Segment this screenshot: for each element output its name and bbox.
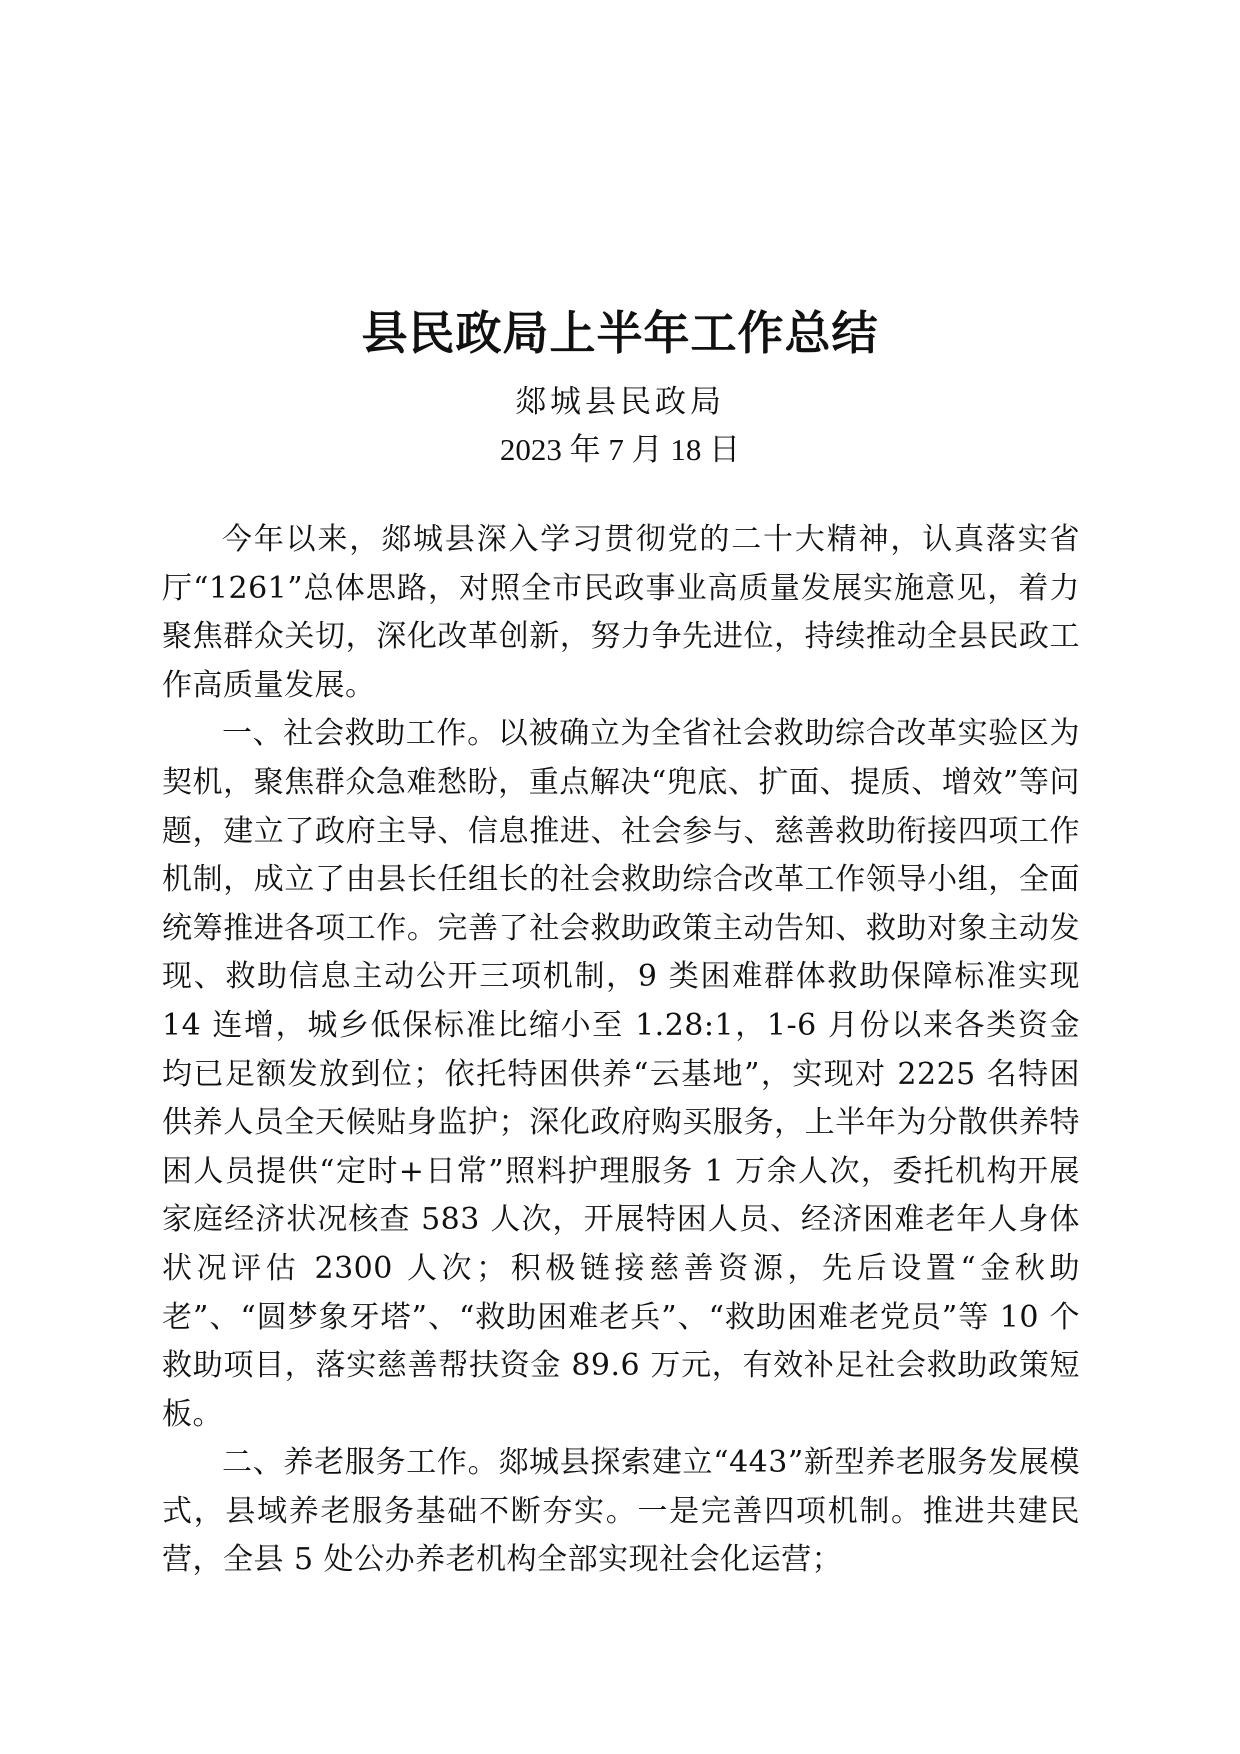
document-date: 2023 年 7 月 18 日: [499, 432, 741, 467]
document-author: 郯城县民政局: [515, 384, 725, 420]
paragraph-social-assistance: 一、社会救助工作。以被确立为全省社会救助综合改革实验区为契机，聚焦群众急难愁盼，重点解决“兜底、扩面、提质、增效”等问题，建立了政府主导、信息推进、社会参与、慈善救助衔接四项工作机制，成立了由县长任组长的社会救助综合改革工作领导小组，全面统筹推进各项工作。完善了社会救助政策主动告知、救助对象主动发现、救助信息主动公开三项机制，9 类困难群体救助保障标准实现 14 连增，城乡低保标准比缩小至 1.28:1，1-6 月份以来各类资金均已足额发放到位；依托特困供养“云基地”，实现对 2225 名特困供养人员全天候贴身监护；深化政府购买服务，上半年为分散供养特困人员提供“定时+日常”照料护理服务 1 万余人次，委托机构开展家庭经济状况核查 583 人次，开展特困人员、经济困难老年人身体状况评估 2300 人次；积极链接慈善资源，先后设置“金秋助老”、“圆梦象牙塔”、“救助困难老兵”、“救助困难老党员”等 10 个救助项目，落实慈善帮扶资金 89.6 万元，有效补足社会救助政策短板。: [162, 716, 1080, 1432]
document-body: [162, 516, 1080, 1585]
paragraph-elderly-services: 二、养老服务工作。郯城县探索建立“443”新型养老服务发展模式，县域养老服务基础不断夯实。一是完善四项机制。推进共建民营，全县 5 处公办养老机构全部实现社会化运营；: [162, 1445, 1080, 1578]
document-title: 县民政局上半年工作总结: [361, 306, 879, 360]
paragraph-intro: 今年以来，郯城县深入学习贯彻党的二十大精神，认真落实省厅“1261”总体思路，对照全市民政事业高质量发展实施意见，着力聚焦群众关切，深化改革创新，努力争先进位，持续推动全县民政工作高质量发展。: [162, 522, 1080, 703]
